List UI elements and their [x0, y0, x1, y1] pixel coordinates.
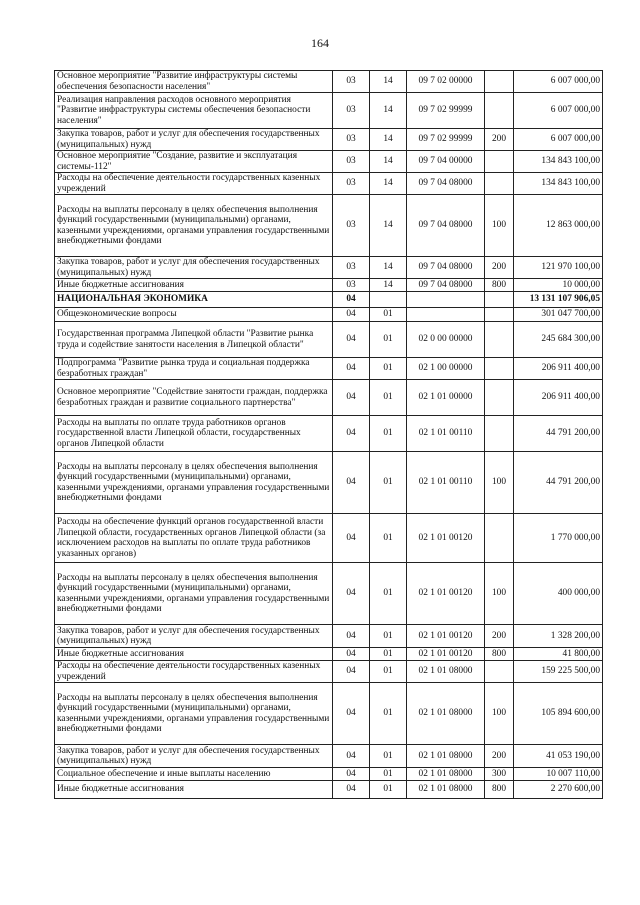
row-expense-type-cell: 200: [485, 129, 514, 151]
table-row: [55, 563, 603, 625]
table-row: [55, 292, 603, 308]
row-name-cell: Закупка товаров, работ и услуг для обеспечения государственных (муниципальных) нужд: [55, 745, 333, 768]
row-target-article-cell: 09 7 02 99999: [407, 129, 485, 151]
table-row: [55, 661, 603, 683]
row-subsection-cell: 01: [370, 745, 407, 768]
row-expense-type-cell: 100: [485, 195, 514, 257]
table-row: [55, 514, 603, 563]
row-amount-cell: 41 053 190,00: [514, 745, 603, 768]
row-section-cell: 03: [333, 195, 370, 257]
row-name-cell: Основное мероприятие "Развитие инфраструктуры системы обеспечения безопасности населения": [55, 71, 333, 93]
row-section-cell: 04: [333, 648, 370, 661]
row-section-cell: 04: [333, 308, 370, 322]
row-amount-cell: 44 791 200,00: [514, 416, 603, 452]
row-target-article-cell: 09 7 02 00000: [407, 71, 485, 93]
row-subsection-cell: 01: [370, 768, 407, 781]
table-row: [55, 648, 603, 661]
row-expense-type-cell: 300: [485, 768, 514, 781]
row-expense-type-cell: [485, 151, 514, 173]
row-amount-cell: 245 684 300,00: [514, 322, 603, 358]
row-name-cell: Закупка товаров, работ и услуг для обеспечения государственных (муниципальных) нужд: [55, 257, 333, 279]
table-row: [55, 308, 603, 322]
row-amount-cell: 134 843 100,00: [514, 151, 603, 173]
row-expense-type-cell: 200: [485, 257, 514, 279]
table-row: [55, 71, 603, 93]
table-row: [55, 745, 603, 768]
row-target-article-cell: 02 1 01 00120: [407, 648, 485, 661]
row-name-cell: Закупка товаров, работ и услуг для обеспечения государственных (муниципальных) нужд: [55, 625, 333, 648]
row-amount-cell: 6 007 000,00: [514, 71, 603, 93]
row-section-cell: 03: [333, 279, 370, 292]
row-target-article-cell: 02 1 01 00110: [407, 452, 485, 514]
row-target-article-cell: 09 7 04 08000: [407, 257, 485, 279]
row-section-cell: 04: [333, 661, 370, 683]
row-subsection-cell: 01: [370, 683, 407, 745]
row-target-article-cell: 09 7 02 99999: [407, 93, 485, 129]
row-name-cell: Социальное обеспечение и иные выплаты населению: [55, 768, 333, 781]
row-name-cell: Основное мероприятие "Создание, развитие и эксплуатация системы-112": [55, 151, 333, 173]
row-subsection-cell: 01: [370, 781, 407, 799]
row-subsection-cell: 14: [370, 151, 407, 173]
row-expense-type-cell: 100: [485, 452, 514, 514]
row-section-cell: 04: [333, 745, 370, 768]
row-section-cell: 04: [333, 768, 370, 781]
row-name-cell: Расходы на обеспечение функций органов государственной власти Липецкой области, государственных органов Липецкой области (за исключением расходов на выплаты по оплате труда работников указанных органов): [55, 514, 333, 563]
row-section-cell: 03: [333, 257, 370, 279]
row-subsection-cell: 01: [370, 514, 407, 563]
row-section-cell: 04: [333, 380, 370, 416]
row-section-cell: 04: [333, 416, 370, 452]
row-expense-type-cell: 100: [485, 683, 514, 745]
table-row: [55, 322, 603, 358]
row-amount-cell: 159 225 500,00: [514, 661, 603, 683]
row-section-cell: 04: [333, 563, 370, 625]
row-subsection-cell: 14: [370, 195, 407, 257]
row-amount-cell: 206 911 400,00: [514, 358, 603, 380]
row-target-article-cell: 02 1 01 08000: [407, 683, 485, 745]
row-amount-cell: 10 000,00: [514, 279, 603, 292]
row-name-cell: Реализация направления расходов основного мероприятия "Развитие инфраструктуры системы обеспечения безопасности населения": [55, 93, 333, 129]
row-expense-type-cell: [485, 322, 514, 358]
row-name-cell: Расходы на выплаты персоналу в целях обеспечения выполнения функций государственными (муниципальными) органами, казенными учреждениями, органами управления государственными внебюджетными фондами: [55, 683, 333, 745]
row-expense-type-cell: [485, 308, 514, 322]
row-amount-cell: 134 843 100,00: [514, 173, 603, 195]
row-amount-cell: 41 800,00: [514, 648, 603, 661]
row-amount-cell: 206 911 400,00: [514, 380, 603, 416]
budget-table: [54, 70, 603, 799]
row-amount-cell: 1 770 000,00: [514, 514, 603, 563]
row-subsection-cell: 01: [370, 625, 407, 648]
row-section-cell: 04: [333, 292, 370, 308]
row-section-cell: 04: [333, 781, 370, 799]
row-target-article-cell: 02 0 00 00000: [407, 322, 485, 358]
row-name-cell: Закупка товаров, работ и услуг для обеспечения государственных (муниципальных) нужд: [55, 129, 333, 151]
row-section-cell: 04: [333, 358, 370, 380]
table-row: [55, 195, 603, 257]
row-subsection-cell: 14: [370, 93, 407, 129]
row-subsection-cell: 14: [370, 257, 407, 279]
row-expense-type-cell: 800: [485, 648, 514, 661]
row-name-cell: Расходы на выплаты персоналу в целях обеспечения выполнения функций государственными (муниципальными) органами, казенными учреждениями, органами управления государственными внебюджетными фондами: [55, 195, 333, 257]
row-subsection-cell: 01: [370, 358, 407, 380]
row-section-cell: 03: [333, 151, 370, 173]
row-section-cell: 03: [333, 71, 370, 93]
row-name-cell: Общеэкономические вопросы: [55, 308, 333, 322]
row-expense-type-cell: [485, 292, 514, 308]
row-expense-type-cell: 200: [485, 745, 514, 768]
row-name-cell: Подпрограмма "Развитие рынка труда и социальная поддержка безработных граждан": [55, 358, 333, 380]
row-target-article-cell: 02 1 01 00120: [407, 625, 485, 648]
table-row: [55, 416, 603, 452]
row-expense-type-cell: [485, 71, 514, 93]
table-row: [55, 380, 603, 416]
table-row: [55, 93, 603, 129]
row-expense-type-cell: [485, 358, 514, 380]
row-target-article-cell: 09 7 04 00000: [407, 151, 485, 173]
row-expense-type-cell: 800: [485, 781, 514, 799]
row-name-cell: Расходы на выплаты персоналу в целях обеспечения выполнения функций государственными (муниципальными) органами, казенными учреждениями, органами управления государственными внебюджетными фондами: [55, 563, 333, 625]
row-name-cell: Государственная программа Липецкой области "Развитие рынка труда и содействие занятости населения в Липецкой области": [55, 322, 333, 358]
budget-table-body: [55, 71, 603, 799]
row-target-article-cell: 02 1 01 00120: [407, 563, 485, 625]
row-name-cell: Расходы на обеспечение деятельности государственных казенных учреждений: [55, 173, 333, 195]
row-subsection-cell: 14: [370, 71, 407, 93]
row-target-article-cell: 09 7 04 08000: [407, 279, 485, 292]
table-row: [55, 625, 603, 648]
table-row: [55, 279, 603, 292]
row-section-cell: 04: [333, 683, 370, 745]
row-target-article-cell: 02 1 01 00120: [407, 514, 485, 563]
row-amount-cell: 400 000,00: [514, 563, 603, 625]
row-target-article-cell: 02 1 01 08000: [407, 745, 485, 768]
table-row: [55, 173, 603, 195]
row-expense-type-cell: [485, 661, 514, 683]
row-amount-cell: 13 131 107 906,05: [514, 292, 603, 308]
row-section-cell: 03: [333, 129, 370, 151]
row-amount-cell: 121 970 100,00: [514, 257, 603, 279]
row-target-article-cell: 09 7 04 08000: [407, 173, 485, 195]
row-subsection-cell: 01: [370, 308, 407, 322]
row-subsection-cell: 01: [370, 452, 407, 514]
row-section-cell: 03: [333, 93, 370, 129]
table-row: [55, 683, 603, 745]
table-row: [55, 452, 603, 514]
row-target-article-cell: [407, 292, 485, 308]
row-name-cell: Расходы на обеспечение деятельности государственных казенных учреждений: [55, 661, 333, 683]
row-section-cell: 04: [333, 322, 370, 358]
row-amount-cell: 6 007 000,00: [514, 93, 603, 129]
row-target-article-cell: 02 1 00 00000: [407, 358, 485, 380]
row-subsection-cell: 01: [370, 322, 407, 358]
row-name-cell: Иные бюджетные ассигнования: [55, 781, 333, 799]
table-row: [55, 151, 603, 173]
row-target-article-cell: [407, 308, 485, 322]
row-amount-cell: 44 791 200,00: [514, 452, 603, 514]
row-amount-cell: 1 328 200,00: [514, 625, 603, 648]
row-expense-type-cell: [485, 416, 514, 452]
row-subsection-cell: 01: [370, 661, 407, 683]
row-subsection-cell: 01: [370, 648, 407, 661]
row-target-article-cell: 02 1 01 00000: [407, 380, 485, 416]
row-expense-type-cell: [485, 380, 514, 416]
row-name-cell: Расходы на выплаты персоналу в целях обеспечения выполнения функций государственными (муниципальными) органами, казенными учреждениями, органами управления государственными внебюджетными фондами: [55, 452, 333, 514]
row-subsection-cell: 14: [370, 173, 407, 195]
row-section-cell: 03: [333, 173, 370, 195]
row-subsection-cell: 14: [370, 129, 407, 151]
row-expense-type-cell: 800: [485, 279, 514, 292]
row-subsection-cell: 14: [370, 279, 407, 292]
row-section-cell: 04: [333, 452, 370, 514]
row-section-cell: 04: [333, 625, 370, 648]
table-row: [55, 358, 603, 380]
row-subsection-cell: 01: [370, 380, 407, 416]
row-name-cell: Иные бюджетные ассигнования: [55, 279, 333, 292]
table-row: [55, 781, 603, 799]
row-amount-cell: 6 007 000,00: [514, 129, 603, 151]
row-amount-cell: 10 007 110,00: [514, 768, 603, 781]
row-subsection-cell: [370, 292, 407, 308]
row-target-article-cell: 02 1 01 08000: [407, 768, 485, 781]
row-target-article-cell: 02 1 01 08000: [407, 781, 485, 799]
row-target-article-cell: 09 7 04 08000: [407, 195, 485, 257]
row-expense-type-cell: [485, 173, 514, 195]
table-row: [55, 768, 603, 781]
page-number: 164: [311, 36, 329, 50]
row-name-cell: Основное мероприятие "Содействие занятости граждан, поддержка безработных граждан и развитие социального партнерства": [55, 380, 333, 416]
table-row: [55, 257, 603, 279]
row-amount-cell: 2 270 600,00: [514, 781, 603, 799]
row-expense-type-cell: 100: [485, 563, 514, 625]
row-target-article-cell: 02 1 01 00110: [407, 416, 485, 452]
row-subsection-cell: 01: [370, 563, 407, 625]
row-name-cell: НАЦИОНАЛЬНАЯ ЭКОНОМИКА: [55, 292, 333, 308]
row-name-cell: Расходы на выплаты по оплате труда работников органов государственной власти Липецкой области, государственных органов Липецкой области: [55, 416, 333, 452]
table-row: [55, 129, 603, 151]
row-subsection-cell: 01: [370, 416, 407, 452]
row-section-cell: 04: [333, 514, 370, 563]
row-amount-cell: 12 863 000,00: [514, 195, 603, 257]
row-expense-type-cell: [485, 514, 514, 563]
row-amount-cell: 105 894 600,00: [514, 683, 603, 745]
row-target-article-cell: 02 1 01 08000: [407, 661, 485, 683]
row-amount-cell: 301 047 700,00: [514, 308, 603, 322]
row-name-cell: Иные бюджетные ассигнования: [55, 648, 333, 661]
row-expense-type-cell: [485, 93, 514, 129]
row-expense-type-cell: 200: [485, 625, 514, 648]
